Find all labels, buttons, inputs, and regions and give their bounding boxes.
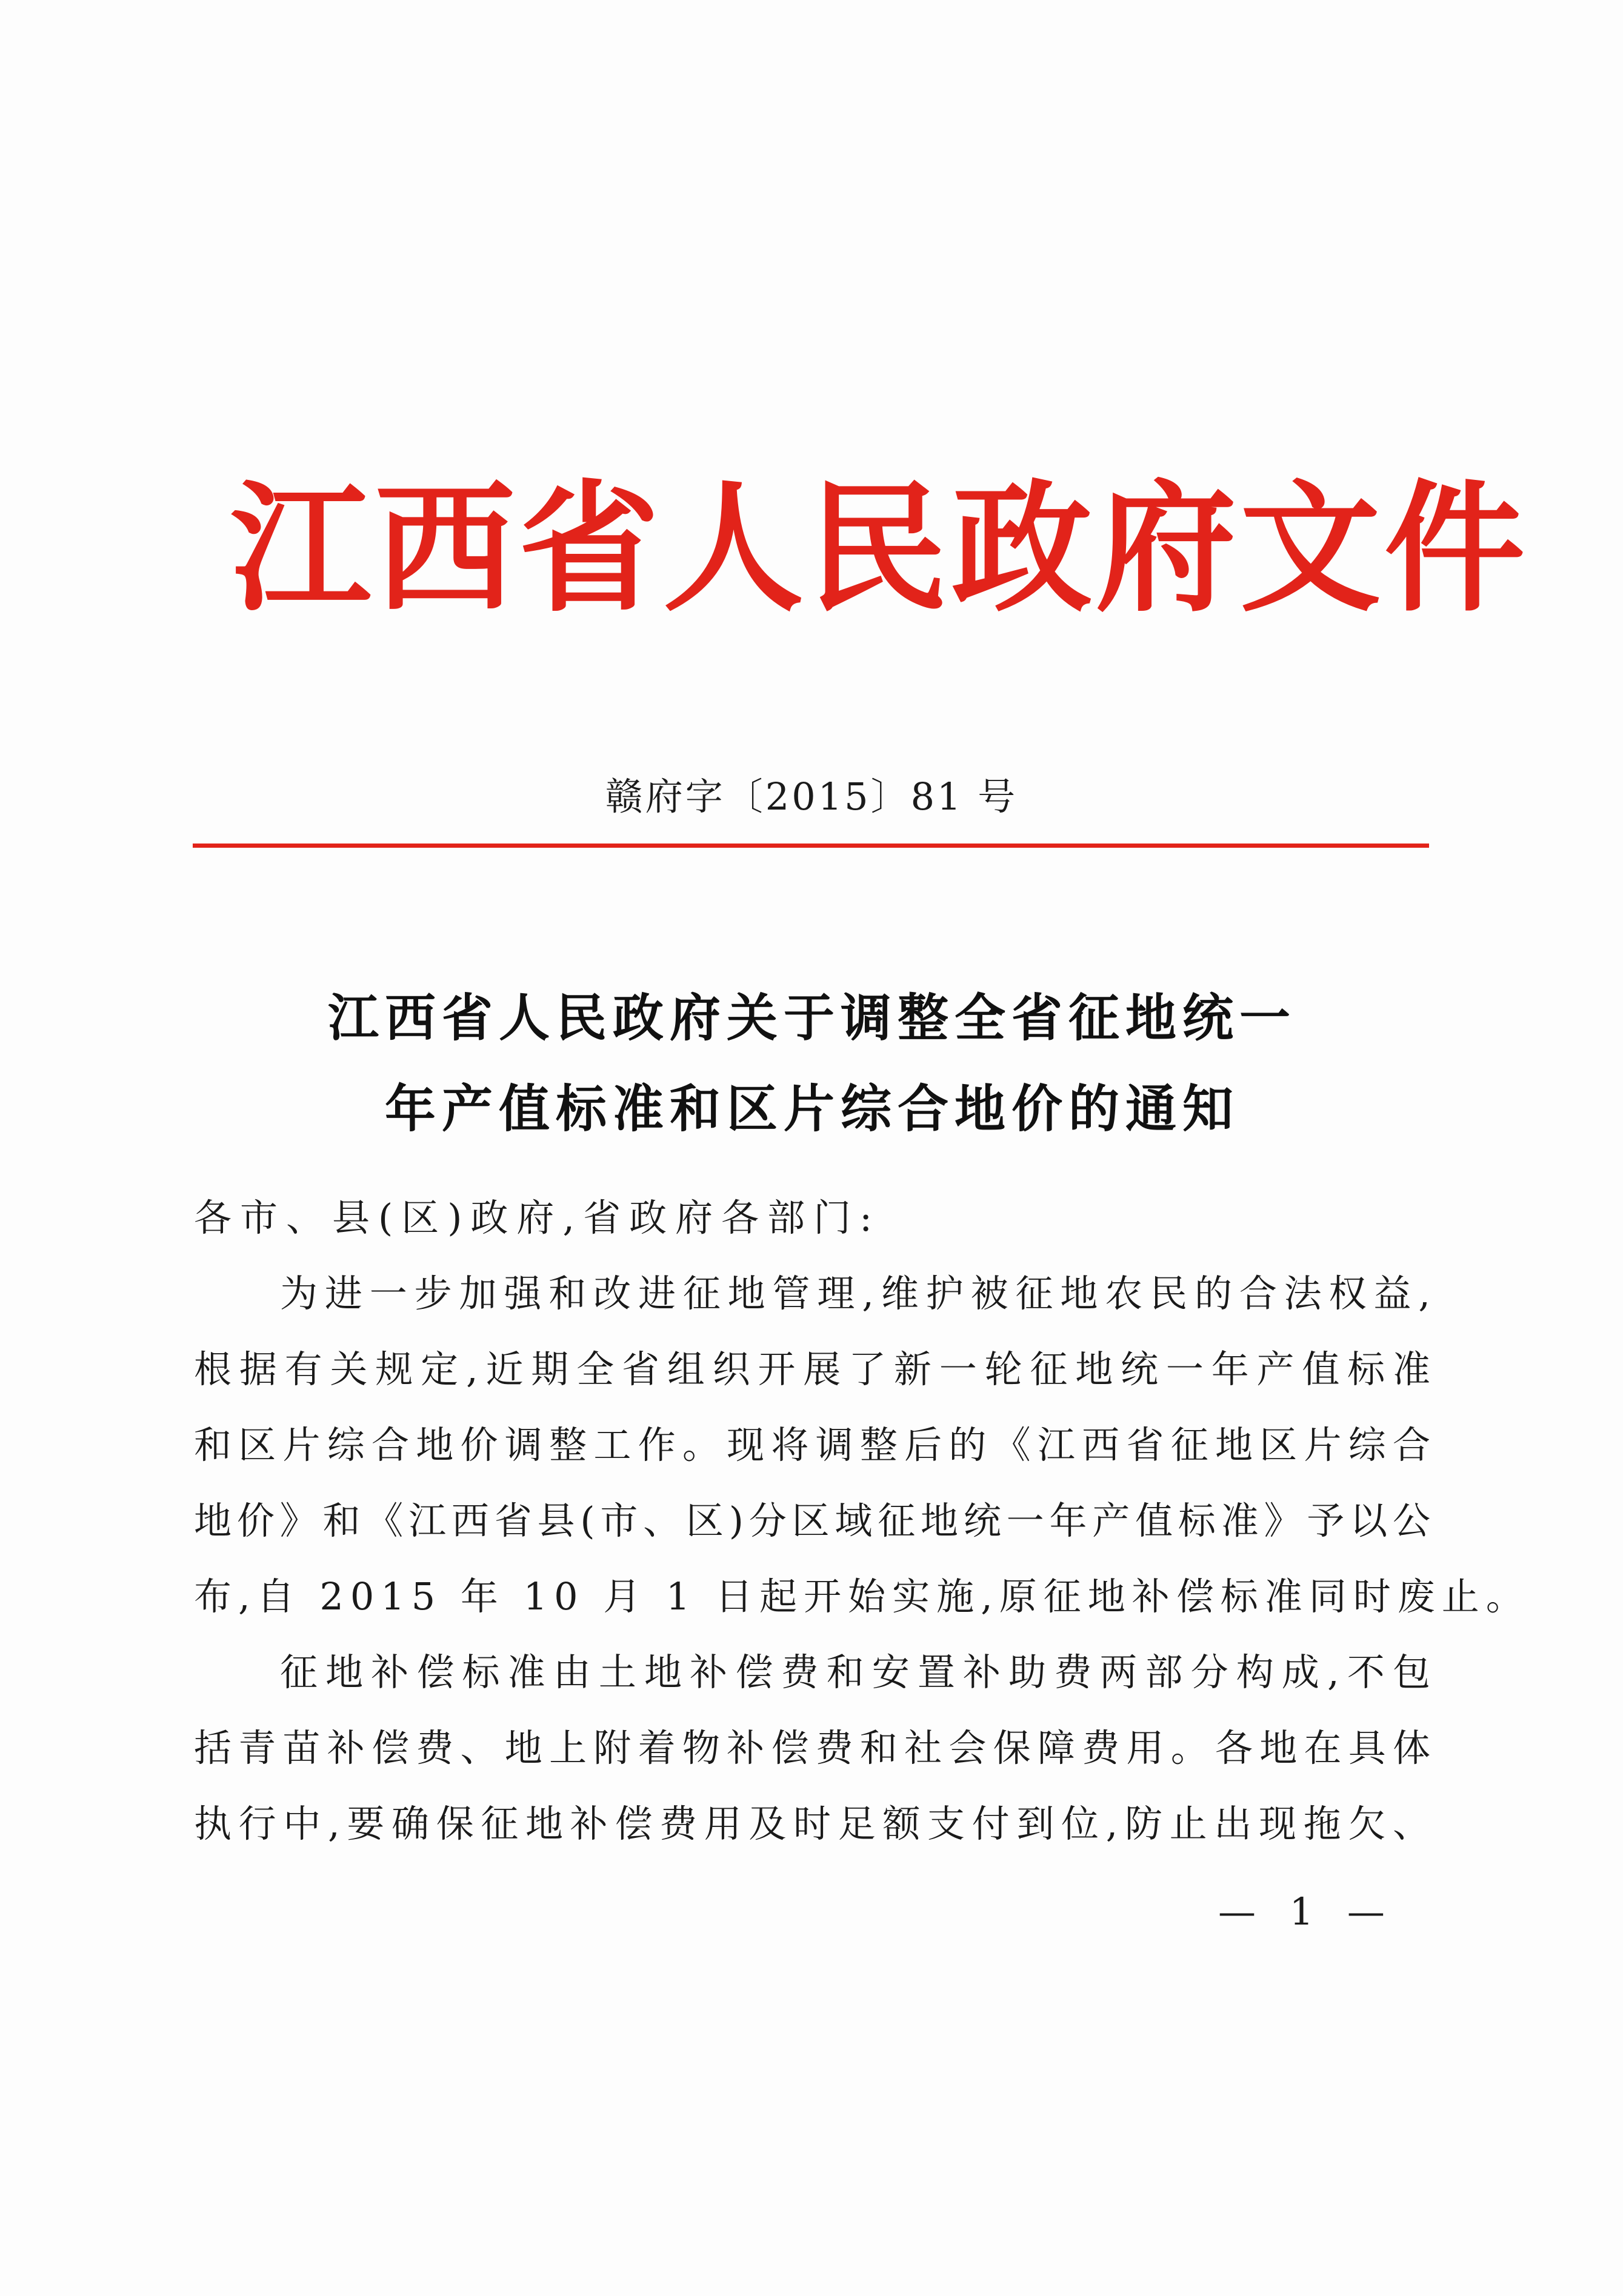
body-line-7: 括青苗补偿费、地上附着物补偿费和社会保障费用。各地在具体 xyxy=(194,1726,1430,1770)
body-line-5: 布,自 2015 年 10 月 1 日起开始实施,原征地补偿标准同时废止。 xyxy=(194,1574,1530,1619)
document-title-line-1: 江西省人民政府关于调整全省征地统一 xyxy=(327,988,1296,1048)
body-line-3: 和区片综合地价调整工作。现将调整后的《江西省征地区片综合 xyxy=(194,1423,1430,1467)
salutation: 各市、县(区)政府,省政府各部门: xyxy=(194,1196,881,1240)
body-line-6: 征地补偿标准由土地补偿费和安置补助费两部分构成,不包 xyxy=(280,1650,1430,1694)
document-header-title: 江西省人民政府文件 xyxy=(230,465,1529,631)
page-number: — 1 — xyxy=(1218,1889,1396,1934)
document-number: 赣府字〔2015〕81 号 xyxy=(605,774,1018,819)
body-line-1: 为进一步加强和改进征地管理,维护被征地农民的合法权益, xyxy=(280,1271,1430,1316)
red-divider-line xyxy=(193,844,1429,848)
body-line-4: 地价》和《江西省县(市、区)分区域征地统一年产值标准》予以公 xyxy=(194,1499,1430,1543)
body-line-2: 根据有关规定,近期全省组织开展了新一轮征地统一年产值标准 xyxy=(194,1347,1430,1391)
document-title-line-2: 年产值标准和区片综合地价的通知 xyxy=(384,1079,1239,1139)
body-line-8: 执行中,要确保征地补偿费用及时足额支付到位,防止出现拖欠、 xyxy=(194,1802,1430,1846)
